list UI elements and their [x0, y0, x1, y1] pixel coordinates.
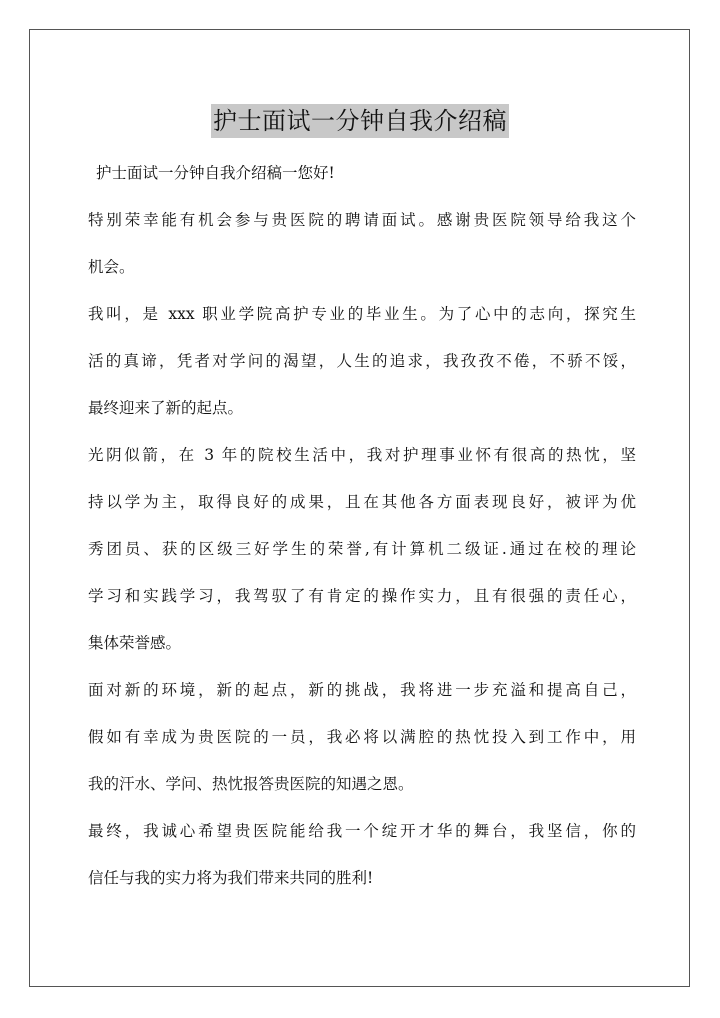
text-line: 学习和实践学习，我驾驭了有肯定的操作实力，且有很强的责任心，	[88, 587, 636, 605]
text-line: 机会。	[88, 258, 135, 276]
text-line: 护士面试一分钟自我介绍稿一您好!	[96, 164, 335, 182]
text-line: 信任与我的实力将为我们带来共同的胜利!	[88, 869, 374, 887]
document-body	[88, 150, 636, 902]
paragraph-school-life	[88, 432, 636, 667]
text-line: 最终，我诚心希望贵医院能给我一个绽开才华的舞台，我坚信，你的	[88, 822, 636, 840]
text-line: 我叫，是 xxx 职业学院高护专业的毕业生。为了心中的志向，探究生	[88, 305, 636, 323]
title-container	[0, 88, 720, 154]
text-line: 我的汗水、学问、热忱报答贵医院的知遇之恩。	[88, 775, 414, 793]
text-line: 面对新的环境，新的起点，新的挑战，我将进一步充溢和提高自己，	[88, 681, 636, 699]
paragraph-opportunity	[88, 197, 636, 291]
paragraph-greeting	[88, 150, 636, 197]
paragraph-introduction	[88, 291, 636, 432]
text-line: 活的真谛，凭者对学问的渴望，人生的追求，我孜孜不倦，不骄不馁，	[88, 352, 636, 370]
text-line: 假如有幸成为贵医院的一员，我必将以满腔的热忱投入到工作中，用	[88, 728, 636, 746]
text-line: 光阴似箭，在 3 年的院校生活中，我对护理事业怀有很高的热忱，坚	[88, 446, 636, 464]
document-title: 护士面试一分钟自我介绍稿	[211, 104, 509, 138]
text-line: 集体荣誉感。	[88, 634, 182, 652]
text-line: 秀团员、获的区级三好学生的荣誉,有计算机二级证.通过在校的理论	[88, 540, 636, 558]
text-line: 持以学为主，取得良好的成果，且在其他各方面表现良好，被评为优	[88, 493, 636, 511]
text-line: 特别荣幸能有机会参与贵医院的聘请面试。感谢贵医院领导给我这个	[88, 211, 636, 229]
text-line: 最终迎来了新的起点。	[88, 399, 244, 417]
paragraph-new-challenge	[88, 667, 636, 808]
paragraph-closing	[88, 808, 636, 902]
